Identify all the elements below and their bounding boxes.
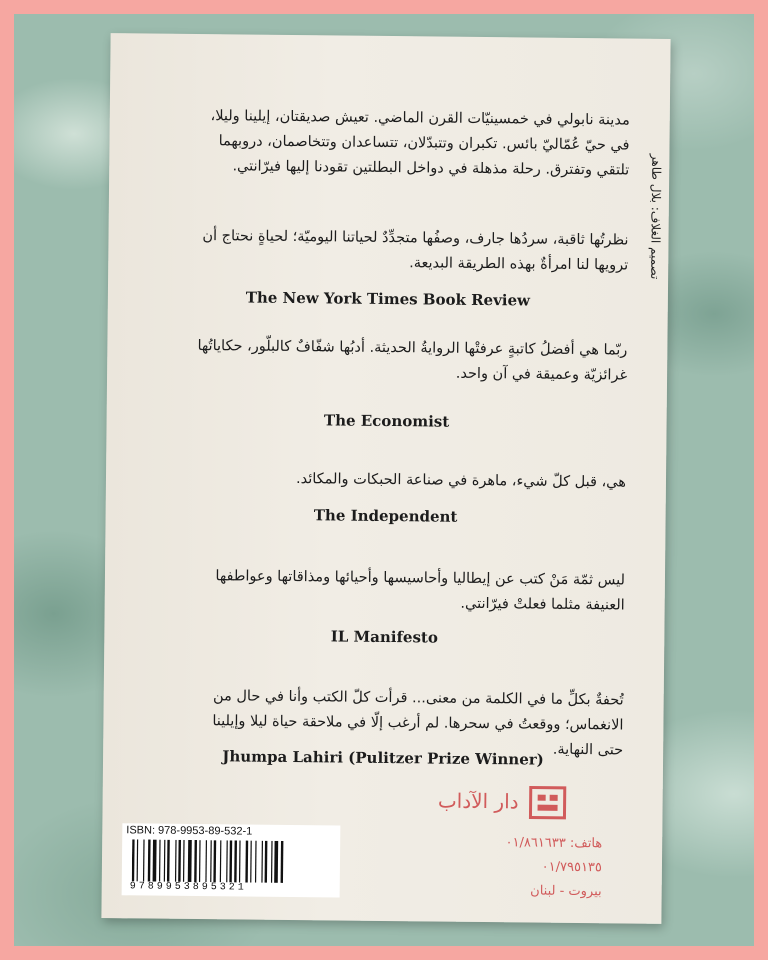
source-economist: The Economist bbox=[323, 411, 450, 431]
isbn-label: ISBN: 978-9953-89-532-1 bbox=[126, 824, 253, 838]
barcode-number: 9789953895321 bbox=[129, 881, 247, 894]
cover-design-credit: تصميم الغلاف: بلال طاهر bbox=[648, 153, 664, 280]
publisher-phone-1: هاتف: ٠١/٨٦١٦٣٣ bbox=[505, 835, 603, 852]
review-quote-economist: ربّما هي أفضلُ كاتبةٍ عرفتْها الروايةُ الحديثة. أدبُها شفّافٌ كالبلّور، حكاياتُها غرائزيّة وعميقة في آن واحد. bbox=[197, 338, 628, 384]
review-quote-manifesto: ليس ثمّة مَنْ كتب عن إيطاليا وأحاسيسها وأحيائها ومذاقاتها وعواطفها العنيفة مثلما فعلتْ فيرّانتي. bbox=[215, 568, 626, 614]
review-quote-lahiri: تُحفةٌ بكلِّ ما في الكلمة من معنى... قرأت كلّ الكتب وأنا في حال من الانغماس؛ ووقعتُ في سحرها. لم أرغب إلّا في ملاحقة حياة ليلا وإيلينا حتى النهاية. bbox=[212, 688, 624, 759]
publisher-block bbox=[398, 784, 598, 826]
barcode bbox=[122, 823, 341, 897]
publisher-city: بيروت - لبنان bbox=[530, 883, 602, 900]
review-quote-nyt: نظرتُها ثاقبة، سردُها جارف، وصفُها متجدِّدٌ لحياتنا اليوميّة؛ لحياةٍ نحتاج أن ترويها لنا امرأةٌ بهذه الطريقة البديعة. bbox=[202, 228, 629, 274]
source-nyt: The New York Times Book Review bbox=[245, 288, 531, 310]
blurb-paragraph: مدينة نابولي في خمسينيّات القرن الماضي. تعيش صديقتان، إيلينا وليلا، في حيّ عُمّاليّ بائس. تكبران وتتبدّلان، تتساعدان وتتخاصمان، دروبهما تلتقي وتفترق. رحلة مذهلة في دواخل البطلتين تقودنا إليها فيرّانتي. bbox=[210, 108, 630, 179]
source-lahiri: Jhumpa Lahiri (Pulitzer Prize Winner) bbox=[222, 747, 544, 769]
book-back-cover bbox=[101, 33, 670, 924]
publisher-phone-2: ٠١/٧٩٥١٣٥ bbox=[541, 859, 603, 876]
barcode-bars bbox=[132, 839, 332, 883]
publisher-name: دار الآداب bbox=[437, 788, 519, 814]
publisher-logo-icon bbox=[528, 786, 566, 820]
source-manifesto: IL Manifesto bbox=[330, 627, 438, 647]
review-quote-independent: هي، قبل كلّ شيء، ماهرة في صناعة الحبكات والمكائد. bbox=[295, 471, 627, 491]
photo-frame bbox=[14, 14, 754, 946]
source-independent: The Independent bbox=[313, 506, 458, 526]
